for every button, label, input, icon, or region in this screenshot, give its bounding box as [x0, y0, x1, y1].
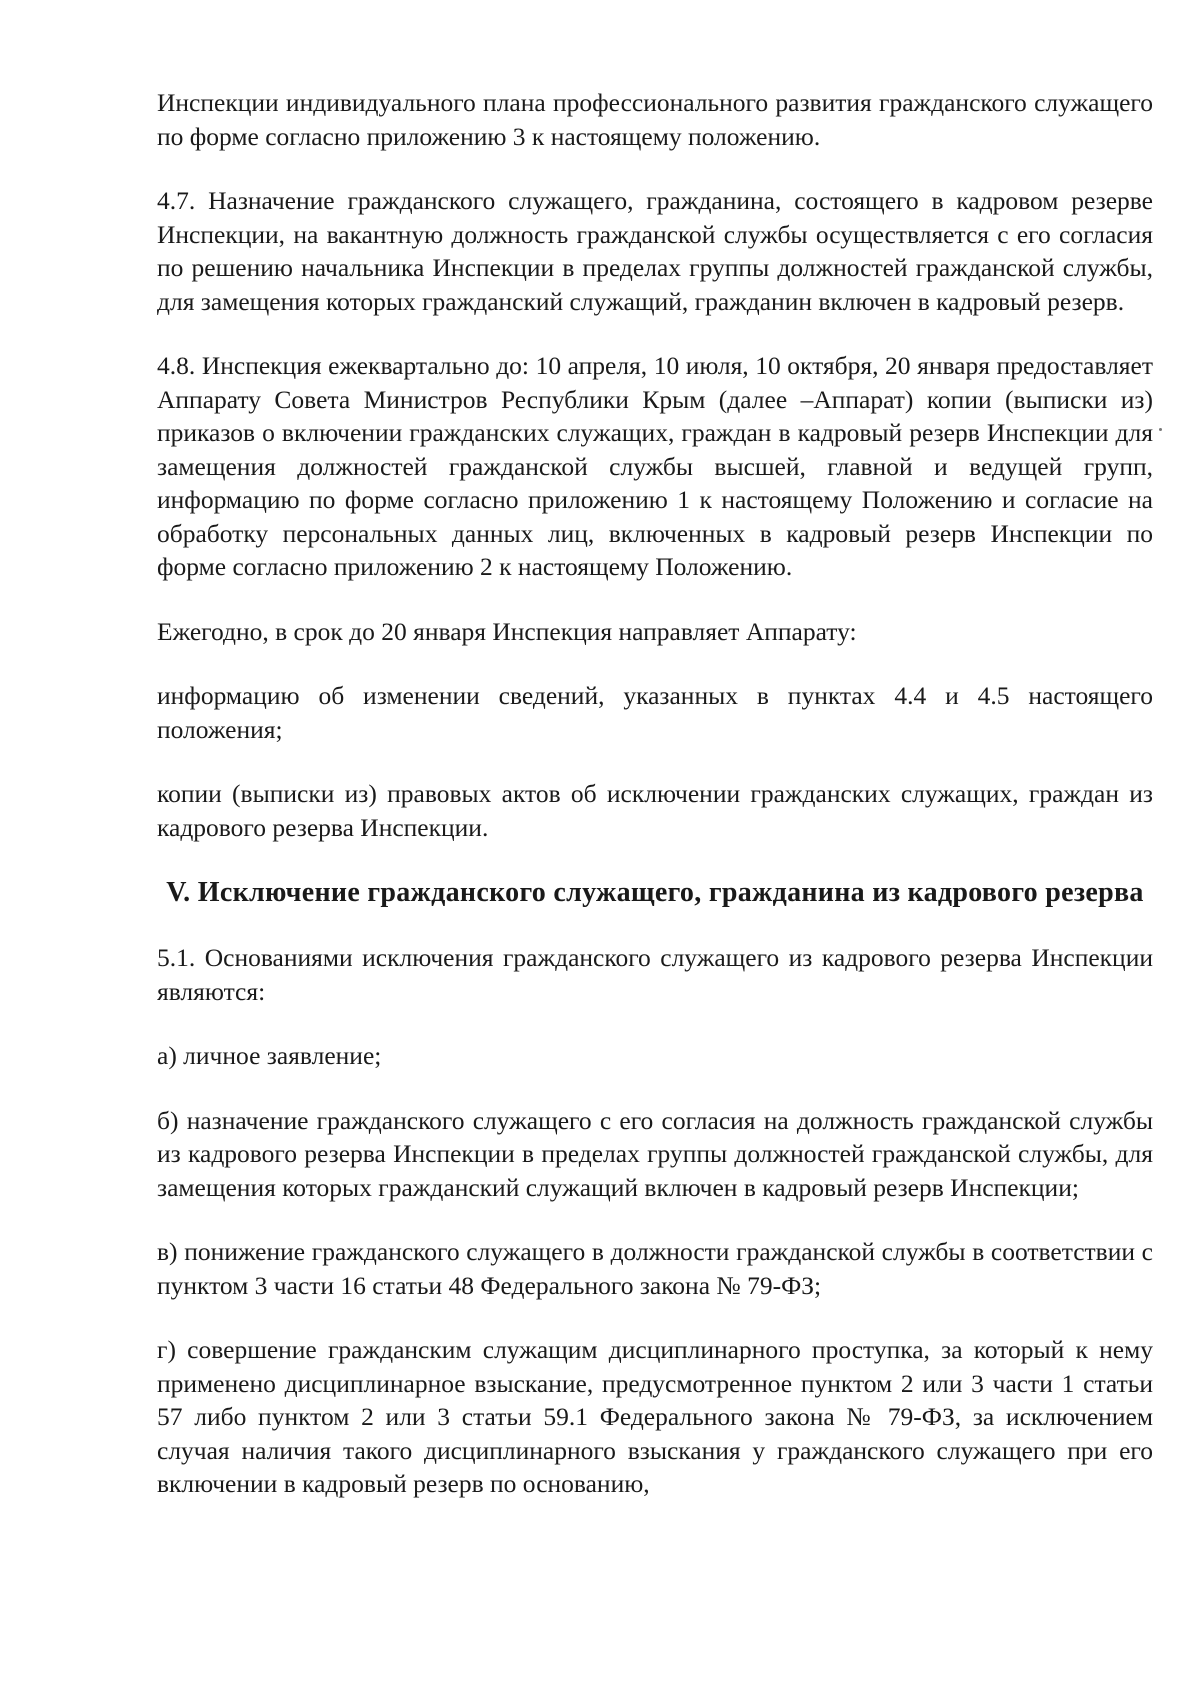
- list-item-b: б) назначение гражданского служащего с его согласия на должность гражданской службы из кадрового резерва Инспекции в пределах группы должностей гражданской службы, для замещения которых гражданский служащий включен в кадровый резерв Инспекции;: [157, 1105, 1153, 1202]
- paragraph-5-1: 5.1. Основаниями исключения гражданского служащего из кадрового резерва Инспекции являются:: [157, 943, 1153, 1006]
- list-item-g: г) совершение гражданским служащим дисциплинарного проступка, за который к нему применено дисциплинарное взыскание, предусмотренное пунктом 2 или 3 части 1 статьи 57 либо пунктом 2 или 3 статьи 59.1 Федерального закона № 79-ФЗ, за исключением случая наличия такого дисциплинарного взыскания у гражданского служащего при его включении в кадровый резерв по основанию,: [157, 1335, 1153, 1498]
- list-item-v: в) понижение гражданского служащего в должности гражданской службы в соответствии с пунктом 3 части 16 статьи 48 Федерального закона № 79-ФЗ;: [157, 1237, 1153, 1300]
- scan-speck: [1159, 428, 1162, 431]
- paragraph-4-7: 4.7. Назначение гражданского служащего, гражданина, состоящего в кадровом резерве Инспекции, на вакантную должность гражданской службы осуществляется с его согласия по решению начальника Инспекции в пределах группы должностей гражданской службы, для замещения которых гражданский служащий, гражданин включен в кадровый резерв.: [157, 186, 1153, 316]
- paragraph-info-changes: информацию об изменении сведений, указанных в пунктах 4.4 и 4.5 настоящего положения;: [157, 681, 1153, 744]
- document-body: [157, 86, 1153, 1532]
- list-item-a: а) личное заявление;: [157, 1041, 382, 1070]
- paragraph-annual: Ежегодно, в срок до 20 января Инспекция направляет Аппарату:: [157, 616, 857, 646]
- paragraph-4-8: 4.8. Инспекция ежеквартально до: 10 апреля, 10 июля, 10 октября, 20 января предоставляет Аппарату Совета Министров Республики Крым (далее –Аппарат) копии (выписки из) приказов о включении гражданских служащих, граждан в кадровый резерв Инспекции для замещения должностей гражданской службы высшей, главной и ведущей групп, информацию по форме согласно приложению 1 к настоящему Положению и согласие на обработку персональных данных лиц, включенных в кадровый резерв Инспекции по форме согласно приложению 2 к настоящему Положению.: [157, 351, 1153, 581]
- paragraph-continuation: Инспекции индивидуального плана профессионального развития гражданского служащего по форме согласно приложению 3 к настоящему положению.: [157, 88, 1153, 151]
- paragraph-copies: копии (выписки из) правовых актов об исключении гражданских служащих, граждан из кадрового резерва Инспекции.: [157, 779, 1153, 842]
- section-heading-v: V. Исключение гражданского служащего, гражданина из кадрового резерва: [166, 877, 1144, 908]
